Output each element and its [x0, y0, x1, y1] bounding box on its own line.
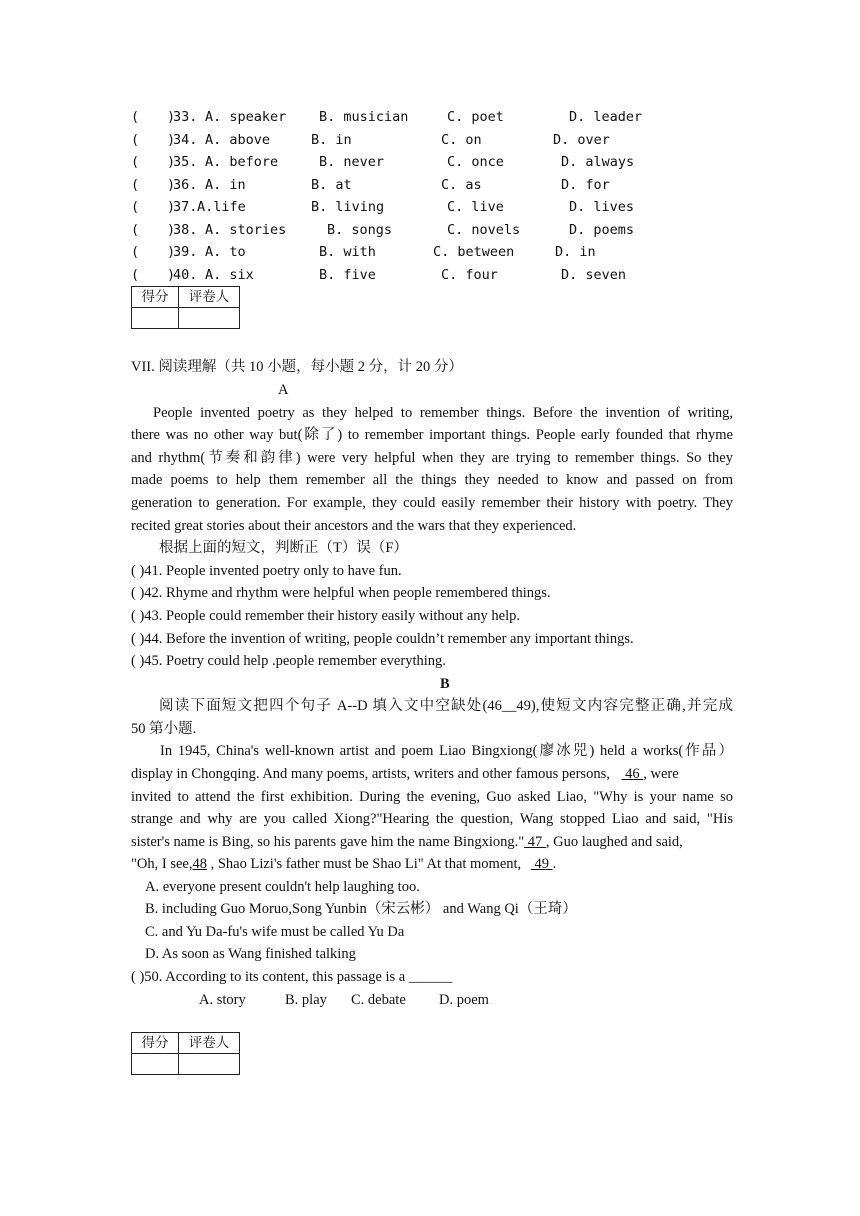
question-50-options	[199, 989, 801, 1012]
tf-item: ( )43. People could remember their history easily without any help.	[131, 608, 520, 624]
option-d: D. always	[561, 154, 635, 170]
option-a: A. in	[205, 177, 246, 193]
answer-paren-open[interactable]: (	[131, 244, 140, 260]
part-a-label: A	[278, 382, 289, 398]
passage-a-line: made poems to help them remember all the things they needed to know and passed on from	[131, 472, 733, 488]
option-c: C. on	[441, 132, 482, 148]
score-cell[interactable]	[132, 1054, 179, 1075]
question-number: 33.	[173, 109, 198, 125]
option-d: D. for	[561, 177, 610, 193]
grader-label: 评卷人	[179, 1033, 240, 1054]
answer-paren-open[interactable]: (	[131, 177, 140, 193]
option-c: C. as	[441, 177, 482, 193]
answer-paren-close: )	[167, 244, 176, 260]
question-number: 39.	[173, 244, 198, 260]
question-50: ( )50. According to its content, this passage is a ______	[131, 969, 453, 985]
instruction-b: 阅读下面短文把四个句子 A--D 填入文中空缺处(46__49),使短文内容完整正确,并完成	[159, 698, 733, 714]
passage-b-line: In 1945, China's well-known artist and poem Liao Bingxiong(廖冰兕) held a works(作品）	[160, 743, 733, 759]
blank-48: 48	[192, 856, 207, 872]
passage-b-text: "Oh, I see,	[131, 856, 193, 872]
option-b: B. at	[311, 177, 352, 193]
answer-paren-open[interactable]: (	[131, 267, 140, 283]
option-b: B. musician	[319, 109, 409, 125]
passage-a-line: and rhythm(节奏和韵律) were very helpful when they are trying to remember things. So they	[131, 450, 733, 466]
answer-paren-close: )	[167, 177, 176, 193]
question-number: 34.	[173, 132, 198, 148]
passage-b-text: .	[552, 856, 557, 872]
option-b: B. five	[319, 267, 376, 283]
score-cell[interactable]	[132, 308, 179, 329]
answer-paren-close: )	[167, 132, 176, 148]
question-number: 36.	[173, 177, 198, 193]
passage-a-line: generation to generation. For example, they could easily remember their history with poetry. They	[131, 495, 733, 511]
answer-paren-close: )	[167, 109, 176, 125]
passage-b-text: display in Chongqing. And many poems, artists, writers and other famous persons,	[131, 766, 610, 782]
option-d: D. seven	[561, 267, 627, 283]
option-a: A. speaker	[205, 109, 287, 125]
option-d: D. poems	[569, 222, 635, 238]
choice-item: D. As soon as Wang finished talking	[145, 946, 356, 962]
passage-b-line: strange and why are you called Xiong?"Hearing the question, Wang stopped Liao and said, "His	[131, 811, 733, 827]
question-number: 37.	[173, 199, 198, 215]
choice-item: C. and Yu Da-fu's wife must be called Yu Da	[145, 924, 405, 940]
blank-47: 47	[524, 834, 546, 850]
passage-b-text: , Shao Lizi's father must be Shao Li" At that moment,	[206, 856, 522, 872]
option-b: B. with	[319, 244, 376, 260]
option-a: A. to	[205, 244, 246, 260]
question-number: 40.	[173, 267, 198, 283]
passage-b-line	[131, 853, 733, 876]
option-a: A. before	[205, 154, 279, 170]
blank-46: 46	[621, 766, 644, 782]
instruction-b: 50 第小题.	[131, 721, 197, 737]
score-table	[131, 286, 240, 329]
option-c: C. between	[433, 244, 515, 260]
answer-paren-open[interactable]: (	[131, 132, 140, 148]
score-label: 得分	[132, 287, 179, 308]
answer-paren-open[interactable]: (	[131, 199, 140, 215]
answer-paren-close: )	[167, 154, 176, 170]
answer-paren-close: )	[167, 267, 176, 283]
tf-item: ( )41. People invented poetry only to have fun.	[131, 563, 402, 579]
passage-a-line: People invented poetry as they helped to remember things. Before the invention of writing,	[153, 405, 733, 421]
option-c: C. novels	[447, 222, 521, 238]
option-a: A. stories	[205, 222, 287, 238]
score-label: 得分	[132, 1033, 179, 1054]
passage-b-line	[131, 831, 733, 854]
grader-label: 评卷人	[179, 287, 240, 308]
q50-option: A. story	[199, 992, 246, 1008]
option-c: C. poet	[447, 109, 504, 125]
passage-a-line: there was no other way but(除了) to remember important things. People early founded that rhyme	[131, 427, 733, 443]
option-a: A.life	[197, 199, 246, 215]
blank-49: 49	[530, 856, 553, 872]
q50-option: C. debate	[351, 992, 406, 1008]
answer-paren-close: )	[167, 199, 176, 215]
grader-cell[interactable]	[179, 308, 240, 329]
passage-b-line: invited to attend the first exhibition. During the evening, Guo asked Liao, "Why is your name so	[131, 789, 733, 805]
question-number: 35.	[173, 154, 198, 170]
score-table	[131, 1032, 240, 1075]
option-b: B. never	[319, 154, 385, 170]
answer-paren-open[interactable]: (	[131, 109, 140, 125]
choice-item: A. everyone present couldn't help laughing too.	[145, 879, 420, 895]
question-number: 38.	[173, 222, 198, 238]
option-d: D. leader	[569, 109, 643, 125]
passage-a-line: recited great stories about their ancestors and the wars that they experienced.	[131, 518, 577, 534]
option-d: D. lives	[569, 199, 635, 215]
option-b: B. in	[311, 132, 352, 148]
tf-item: ( )44. Before the invention of writing, people couldn’t remember any important things.	[131, 631, 634, 647]
option-b: B. songs	[327, 222, 393, 238]
passage-b-text: , Guo laughed and said,	[545, 834, 683, 850]
option-d: D. over	[553, 132, 610, 148]
option-d: D. in	[555, 244, 596, 260]
answer-paren-open[interactable]: (	[131, 222, 140, 238]
option-c: C. live	[447, 199, 504, 215]
option-a: A. above	[205, 132, 271, 148]
q50-option: B. play	[285, 992, 327, 1008]
choice-item: B. including Guo Moruo,Song Yunbin（宋云彬） and Wang Qi（王琦）	[145, 901, 577, 917]
option-c: C. four	[441, 267, 498, 283]
passage-b-text: sister's name is Bing, so his parents gave him the name Bingxiong."	[131, 834, 525, 850]
grader-cell[interactable]	[179, 1054, 240, 1075]
q50-option: D. poem	[439, 992, 489, 1008]
answer-paren-close: )	[167, 222, 176, 238]
option-a: A. six	[205, 267, 254, 283]
section-heading: VII. 阅读理解（共 10 小题，每小题 2 分，计 20 分）	[131, 359, 463, 375]
passage-b-text: , were	[643, 766, 679, 782]
tf-item: ( )42. Rhyme and rhythm were helpful when people remembered things.	[131, 585, 551, 601]
part-b-label: B	[440, 676, 450, 692]
option-b: B. living	[311, 199, 385, 215]
tf-item: ( )45. Poetry could help .people remember everything.	[131, 653, 446, 669]
answer-paren-open[interactable]: (	[131, 154, 140, 170]
instruction-a: 根据上面的短文，判断正（T）误（F）	[159, 540, 408, 556]
option-c: C. once	[447, 154, 504, 170]
passage-b-line	[131, 763, 733, 786]
